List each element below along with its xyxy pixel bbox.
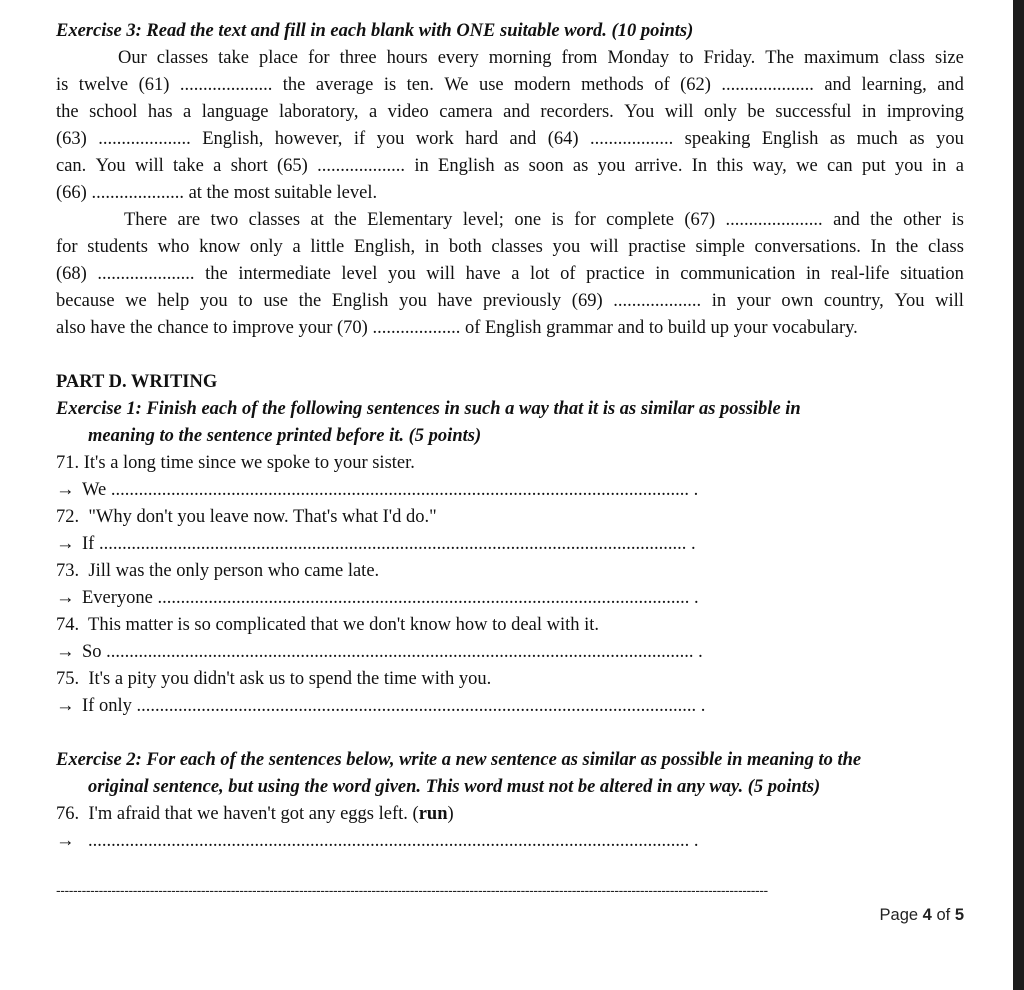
arrow-icon: →: [56, 642, 75, 662]
question-75: [56, 666, 964, 693]
page-divider: -----------------------------------------------------------------------------------------------------------------------------------------------------------------------: [56, 882, 768, 898]
closing-paren: ): [447, 804, 454, 824]
part-d-heading: PART D. WRITING: [56, 372, 218, 392]
ex3-line-1: Our classes take place for three hours every morning from Monday to Friday. The maximum class size: [118, 48, 964, 68]
footer-total-pages: 5: [954, 906, 964, 924]
ex3-line-11: also have the chance to improve your (70) ................... of English grammar and to build up your vocabulary.: [56, 318, 858, 338]
arrow-icon: →: [56, 696, 75, 716]
question-73: [56, 558, 964, 585]
question-72: [56, 504, 964, 531]
page-footer: [880, 906, 964, 925]
arrow-icon: →: [56, 534, 75, 554]
footer-page-label: Page: [879, 906, 919, 924]
arrow-icon: →: [56, 588, 75, 608]
footer-of-label: of: [936, 906, 951, 924]
ex3-line-8: for students who know only a little English, in both classes you will practise simple conversations. In the class: [56, 237, 964, 257]
answer-line[interactable]: So ............................................................................................................................... .: [82, 642, 703, 662]
answer-74[interactable]: [56, 639, 964, 666]
answer-76[interactable]: [56, 828, 964, 855]
worksheet-page: [56, 18, 964, 855]
question-76: [56, 801, 964, 828]
exercise-1-title: Exercise 1: Finish each of the following sentences in such a way that it is as similar as possible in: [56, 399, 801, 419]
footer-current-page: 4: [922, 906, 932, 924]
question-number: 74.: [56, 615, 80, 635]
question-number: 75.: [56, 669, 80, 689]
ex3-line-9: (68) ..................... the intermediate level you will have a lot of practice in communication in real-life situation: [56, 264, 964, 284]
question-number: 72.: [56, 507, 80, 527]
answer-75[interactable]: [56, 693, 964, 720]
answer-line[interactable]: If only ......................................................................................................................... .: [82, 696, 706, 716]
answer-line[interactable]: We ............................................................................................................................. .: [82, 480, 699, 500]
question-sentence: . It's a long time since we spoke to your sister.: [74, 453, 415, 473]
page-edge-shadow: [1013, 0, 1024, 990]
answer-73[interactable]: [56, 585, 964, 612]
exercise-2-title-cont: original sentence, but using the word given. This word must not be altered in any way. (5 points): [88, 777, 821, 797]
ex3-line-10: because we help you to use the English you have previously (69) ................... in your own country, You will: [56, 291, 964, 311]
ex3-line-3: the school has a language laboratory, a video camera and recorders. You will only be successful in improving: [56, 102, 964, 122]
question-sentence: "Why don't you leave now. That's what I'd do.": [79, 507, 437, 527]
ex3-line-4: (63) .................... English, however, if you work hard and (64) .................. speaking English as much as you: [56, 129, 964, 149]
question-sentence: This matter is so complicated that we don't know how to deal with it.: [79, 615, 600, 635]
ex3-line-2: is twelve (61) .................... the average is ten. We use modern methods of (62) .................... and learning, and: [56, 75, 964, 95]
question-71: [56, 450, 964, 477]
ex3-line-6: (66) .................... at the most suitable level.: [56, 183, 378, 203]
exercise-1-title-cont: meaning to the sentence printed before it. (5 points): [88, 426, 482, 446]
question-sentence: I'm afraid that we haven't got any eggs left. (: [79, 804, 419, 824]
question-74: [56, 612, 964, 639]
question-number: 73.: [56, 561, 80, 581]
question-sentence: It's a pity you didn't ask us to spend the time with you.: [79, 669, 492, 689]
ex3-line-7: There are two classes at the Elementary level; one is for complete (67) ..................... and the other is: [124, 210, 964, 230]
question-number: 71: [56, 453, 75, 473]
ex3-line-5: can. You will take a short (65) ................... in English as soon as you arrive. In this way, we can put you in a: [56, 156, 964, 176]
arrow-icon: →: [56, 831, 75, 851]
given-word: run: [418, 804, 448, 824]
exercise-2-title: Exercise 2: For each of the sentences below, write a new sentence as similar as possible in meaning to the: [56, 750, 862, 770]
answer-line[interactable]: Everyone ................................................................................................................... .: [82, 588, 699, 608]
answer-72[interactable]: [56, 531, 964, 558]
exercise-3-title: Exercise 3: Read the text and fill in each blank with ONE suitable word. (10 points): [56, 21, 694, 41]
question-sentence: Jill was the only person who came late.: [79, 561, 380, 581]
answer-line[interactable]: .................................................................................................................................. .: [88, 831, 699, 851]
answer-71[interactable]: [56, 477, 964, 504]
answer-line[interactable]: If ............................................................................................................................... .: [82, 534, 696, 554]
arrow-icon: →: [56, 480, 75, 500]
question-number: 76.: [56, 804, 80, 824]
